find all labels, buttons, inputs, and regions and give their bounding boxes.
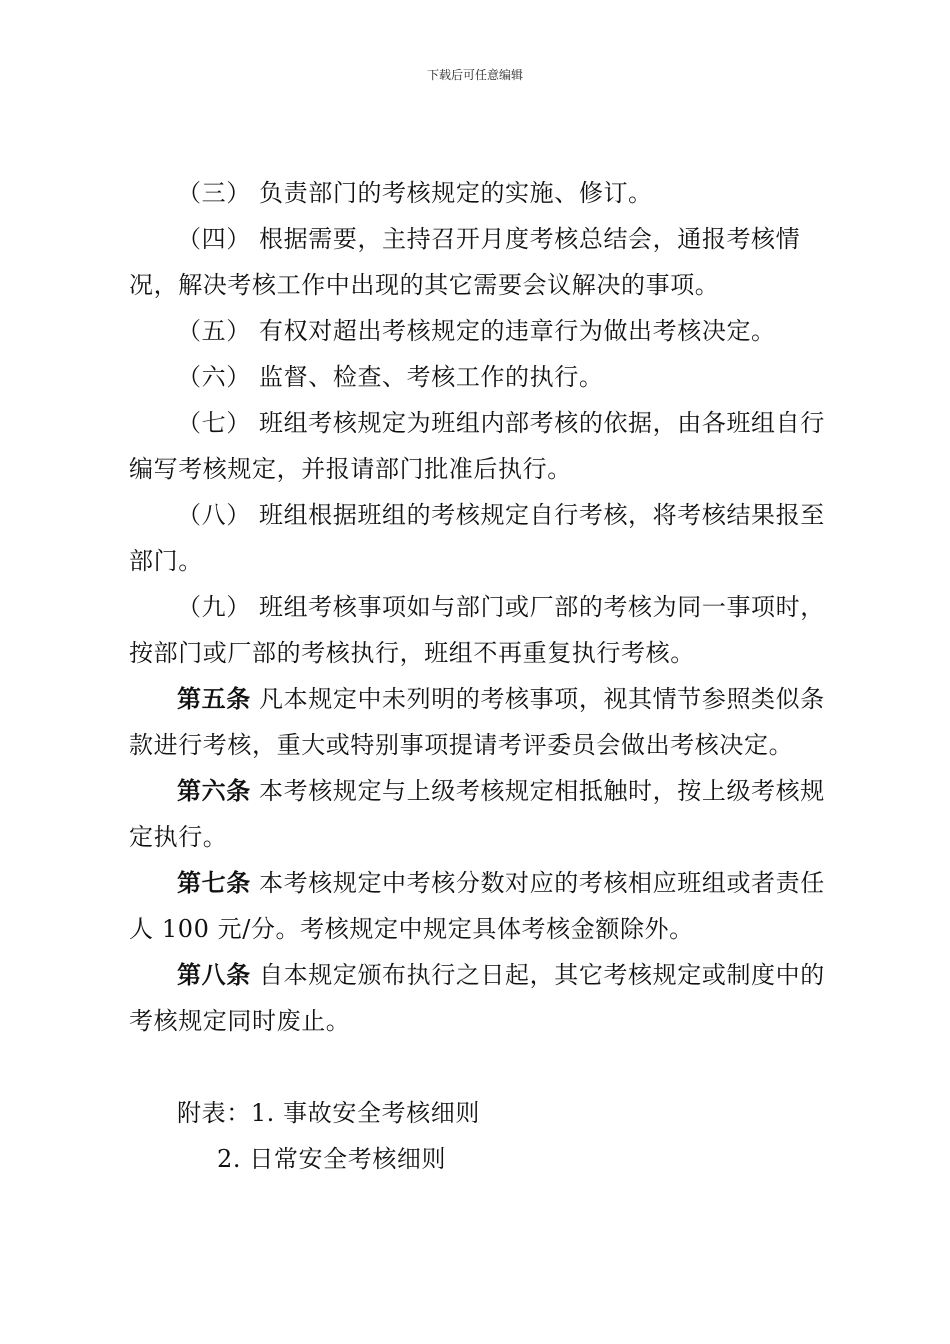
- list-item: [129, 216, 841, 308]
- list-item: [129, 400, 841, 492]
- article-number: 第七条: [177, 869, 251, 897]
- list-item: [129, 354, 841, 400]
- list-item: [129, 308, 841, 354]
- list-item: [129, 584, 841, 676]
- item-text: 班组考核规定为班组内部考核的依据，由各班组自行编写考核规定，并报请部门批准后执行。: [129, 409, 825, 483]
- list-item: [129, 492, 841, 584]
- attachment-line: [129, 1090, 841, 1136]
- item-number: （八）: [177, 501, 251, 529]
- attachment-item: 2. 日常安全考核细则: [217, 1145, 447, 1173]
- article: [129, 860, 841, 952]
- item-text: 有权对超出考核规定的违章行为做出考核决定。: [259, 317, 776, 345]
- article-number: 第八条: [177, 961, 251, 989]
- item-number: （七）: [177, 409, 251, 437]
- article-number: 第六条: [177, 777, 251, 805]
- page-header-note: 下载后可任意编辑: [426, 68, 523, 82]
- item-number: （五）: [177, 317, 251, 345]
- item-number: （六）: [177, 363, 251, 391]
- article: [129, 952, 841, 1044]
- item-text: 班组根据班组的考核规定自行考核，将考核结果报至部门。: [129, 501, 825, 575]
- item-text: 监督、检查、考核工作的执行。: [259, 363, 604, 391]
- attachment-label: 附表：: [177, 1099, 251, 1127]
- item-text: 班组考核事项如与部门或厂部的考核为同一事项时，按部门或厂部的考核执行，班组不再重复执行考核。: [129, 593, 825, 667]
- item-number: （四）: [177, 225, 251, 253]
- attachment-item: 1. 事故安全考核细则: [250, 1099, 480, 1127]
- document-body: [129, 170, 841, 1182]
- item-number: （三）: [177, 179, 251, 207]
- attachment-line: [129, 1136, 841, 1182]
- article-text: 自本规定颁布执行之日起，其它考核规定或制度中的考核规定同时废止。: [129, 961, 825, 1035]
- article-text: 本考核规定与上级考核规定相抵触时，按上级考核规定执行。: [129, 777, 825, 851]
- article: [129, 768, 841, 860]
- spacer: [129, 1044, 841, 1090]
- list-item: [129, 170, 841, 216]
- item-number: （九）: [177, 593, 251, 621]
- item-text: 负责部门的考核规定的实施、修订。: [259, 179, 653, 207]
- article-text: 本考核规定中考核分数对应的考核相应班组或者责任人 100 元/分。考核规定中规定具体考核金额除外。: [129, 869, 825, 943]
- item-text: 根据需要，主持召开月度考核总结会，通报考核情况，解决考核工作中出现的其它需要会议解决的事项。: [129, 225, 801, 299]
- article: [129, 676, 841, 768]
- article-number: 第五条: [177, 685, 251, 713]
- article-text: 凡本规定中未列明的考核事项，视其情节参照类似条款进行考核，重大或特别事项提请考评委员会做出考核决定。: [129, 685, 825, 759]
